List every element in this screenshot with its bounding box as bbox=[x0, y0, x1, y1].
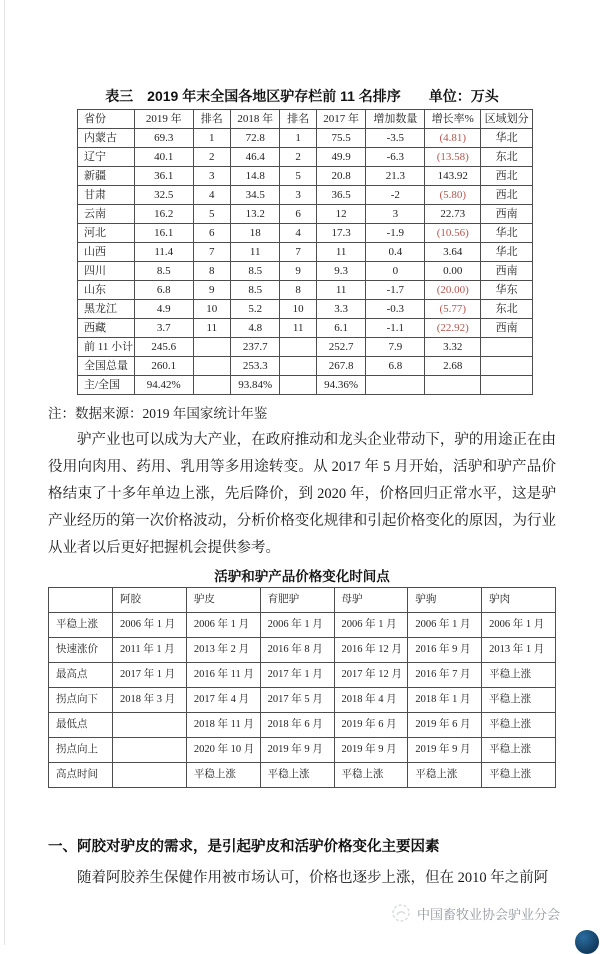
table-cell bbox=[366, 376, 425, 395]
table-cell: -1.1 bbox=[366, 319, 425, 338]
table-cell: 高点时间 bbox=[49, 763, 113, 788]
data-source-note: 注：数据来源：2019 年国家统计年鉴 bbox=[48, 406, 268, 421]
table-row bbox=[78, 129, 533, 148]
column-header: 2018 年 bbox=[230, 110, 280, 129]
table-cell: 黑龙江 bbox=[78, 300, 135, 319]
section-heading: 一、阿胶对驴皮的需求，是引起驴皮和活驴价格变化主要因素 bbox=[48, 839, 440, 855]
table-cell: 40.1 bbox=[134, 148, 193, 167]
table-cell: 平稳上涨 bbox=[482, 663, 556, 688]
table-cell: 10 bbox=[280, 300, 316, 319]
table-cell: 2006 年 1 月 bbox=[334, 613, 408, 638]
table-cell bbox=[481, 338, 533, 357]
table-cell: 18 bbox=[230, 224, 280, 243]
table-cell: 2016 年 8 月 bbox=[260, 638, 334, 663]
table-cell: 新疆 bbox=[78, 167, 135, 186]
table-cell: 17.3 bbox=[316, 224, 366, 243]
table-row bbox=[49, 613, 556, 638]
table-cell: 6.8 bbox=[134, 281, 193, 300]
table-row bbox=[78, 281, 533, 300]
table-cell bbox=[425, 376, 481, 395]
table-cell: 平稳上涨 bbox=[482, 763, 556, 788]
table-cell: 9 bbox=[280, 262, 316, 281]
table-cell: 2019 年 6 月 bbox=[408, 713, 482, 738]
table-cell: 7 bbox=[193, 243, 230, 262]
table-cell: 西北 bbox=[481, 167, 533, 186]
table-cell: 11 bbox=[316, 243, 366, 262]
table-cell bbox=[113, 713, 187, 738]
table-cell: 2011 年 1 月 bbox=[113, 638, 187, 663]
table-cell bbox=[280, 357, 316, 376]
table-cell: 2019 年 9 月 bbox=[334, 738, 408, 763]
table-cell bbox=[193, 376, 230, 395]
table-cell: 西北 bbox=[481, 186, 533, 205]
table-cell: (10.56) bbox=[425, 224, 481, 243]
table-cell: 2006 年 1 月 bbox=[113, 613, 187, 638]
table-cell: 平稳上涨 bbox=[482, 713, 556, 738]
table-cell: 2018 年 6 月 bbox=[260, 713, 334, 738]
table-cell: (4.81) bbox=[425, 129, 481, 148]
table-cell: 8 bbox=[193, 262, 230, 281]
table-cell: 22.73 bbox=[425, 205, 481, 224]
table-cell: 5.2 bbox=[230, 300, 280, 319]
table-row bbox=[78, 319, 533, 338]
table-header-row bbox=[78, 110, 533, 129]
table-cell: 甘肃 bbox=[78, 186, 135, 205]
table-cell: 6 bbox=[280, 205, 316, 224]
table-cell: 2020 年 10 月 bbox=[186, 738, 260, 763]
table-cell: 6.1 bbox=[316, 319, 366, 338]
table-cell: 253.3 bbox=[230, 357, 280, 376]
column-header: 2019 年 bbox=[134, 110, 193, 129]
table-cell: 西南 bbox=[481, 319, 533, 338]
table-cell: 2006 年 1 月 bbox=[186, 613, 260, 638]
table-cell: -3.5 bbox=[366, 129, 425, 148]
table-cell: 最低点 bbox=[49, 713, 113, 738]
table-cell: 8.5 bbox=[134, 262, 193, 281]
table-cell: 6.8 bbox=[366, 357, 425, 376]
floating-action-button[interactable] bbox=[575, 930, 599, 954]
table-row bbox=[49, 663, 556, 688]
table-cell: 2013 年 1 月 bbox=[482, 638, 556, 663]
table-cell: 西南 bbox=[481, 262, 533, 281]
table-row bbox=[78, 224, 533, 243]
table-cell bbox=[280, 338, 316, 357]
table-row bbox=[78, 148, 533, 167]
column-header: 省份 bbox=[78, 110, 135, 129]
table-row bbox=[78, 243, 533, 262]
table-cell: 260.1 bbox=[134, 357, 193, 376]
table-cell: 36.1 bbox=[134, 167, 193, 186]
table-cell: 2017 年 5 月 bbox=[260, 688, 334, 713]
table-cell: 21.3 bbox=[366, 167, 425, 186]
body-paragraph: 驴产业也可以成为大产业，在政府推动和龙头企业带动下，驴的用途正在由役用向肉用、药用、乳用等多用途转变。从 2017 年 5 月开始，活驴和驴产品价格结束了十多年单边上涨，先后降价，到 2020 年，价格回归正常水平，这是驴产业经历的第一次价格波动，分析价格变化规律和引起价格变化的原因，为行业从业者以后更好把握机会提供参考。 bbox=[48, 432, 556, 556]
table-cell: 2017 年 1 月 bbox=[113, 663, 187, 688]
column-header: 母驴 bbox=[334, 588, 408, 613]
page-edge-line bbox=[4, 0, 5, 945]
table-cell: 3.3 bbox=[316, 300, 366, 319]
table-cell: 2006 年 1 月 bbox=[482, 613, 556, 638]
table-cell: 西藏 bbox=[78, 319, 135, 338]
table-cell: 8.5 bbox=[230, 262, 280, 281]
table-row bbox=[49, 688, 556, 713]
table-cell: 2019 年 9 月 bbox=[408, 738, 482, 763]
table-cell: 3.64 bbox=[425, 243, 481, 262]
table-cell: 0.4 bbox=[366, 243, 425, 262]
column-header: 排名 bbox=[193, 110, 230, 129]
table-cell: 辽宁 bbox=[78, 148, 135, 167]
table-cell: -2 bbox=[366, 186, 425, 205]
column-header: 2017 年 bbox=[316, 110, 366, 129]
table-cell: -1.9 bbox=[366, 224, 425, 243]
table-cell: 2018 年 1 月 bbox=[408, 688, 482, 713]
table-cell: 东北 bbox=[481, 148, 533, 167]
table-cell: 华北 bbox=[481, 243, 533, 262]
table-cell: 8.5 bbox=[230, 281, 280, 300]
table-cell: 20.8 bbox=[316, 167, 366, 186]
table-cell bbox=[193, 338, 230, 357]
table-row bbox=[49, 763, 556, 788]
table-cell: 7.9 bbox=[366, 338, 425, 357]
table-cell: 69.3 bbox=[134, 129, 193, 148]
table-cell: 5 bbox=[193, 205, 230, 224]
table-cell: 2 bbox=[193, 148, 230, 167]
table-cell: 平稳上涨 bbox=[49, 613, 113, 638]
price-timeline-table bbox=[48, 587, 556, 788]
table-cell: 2016 年 11 月 bbox=[186, 663, 260, 688]
table-row bbox=[78, 357, 533, 376]
table-cell: 东北 bbox=[481, 300, 533, 319]
table-cell: 0 bbox=[366, 262, 425, 281]
table-cell bbox=[481, 376, 533, 395]
column-header: 驴驹 bbox=[408, 588, 482, 613]
table-cell: 2018 年 3 月 bbox=[113, 688, 187, 713]
table-cell: 拐点向上 bbox=[49, 738, 113, 763]
table-cell: 2016 年 12 月 bbox=[334, 638, 408, 663]
table-cell: 2016 年 7 月 bbox=[408, 663, 482, 688]
footer-watermark bbox=[391, 903, 560, 923]
table-row bbox=[49, 738, 556, 763]
table-cell: 12 bbox=[316, 205, 366, 224]
table-cell: 2 bbox=[280, 148, 316, 167]
table-cell: 华北 bbox=[481, 224, 533, 243]
table-cell: 245.6 bbox=[134, 338, 193, 357]
table-cell: 16.2 bbox=[134, 205, 193, 224]
table-cell: 3 bbox=[280, 186, 316, 205]
table-cell: 平稳上涨 bbox=[186, 763, 260, 788]
table-cell: 0.00 bbox=[425, 262, 481, 281]
table-cell: 14.8 bbox=[230, 167, 280, 186]
table-cell: 2019 年 6 月 bbox=[334, 713, 408, 738]
table-cell: 河北 bbox=[78, 224, 135, 243]
table-cell: 快速涨价 bbox=[49, 638, 113, 663]
table-cell bbox=[113, 738, 187, 763]
column-header bbox=[49, 588, 113, 613]
table-cell: (20.00) bbox=[425, 281, 481, 300]
table-cell: 平稳上涨 bbox=[482, 738, 556, 763]
table-cell: (22.92) bbox=[425, 319, 481, 338]
table-cell: 2016 年 9 月 bbox=[408, 638, 482, 663]
table-cell: 32.5 bbox=[134, 186, 193, 205]
table-cell: 13.2 bbox=[230, 205, 280, 224]
table-cell: 4.9 bbox=[134, 300, 193, 319]
table-cell: 平稳上涨 bbox=[482, 688, 556, 713]
table-cell: 237.7 bbox=[230, 338, 280, 357]
table-cell: 西南 bbox=[481, 205, 533, 224]
table-cell: 10 bbox=[193, 300, 230, 319]
footer-brand: 中国畜牧业协会驴业分会 bbox=[416, 906, 560, 922]
table-cell: 9 bbox=[193, 281, 230, 300]
table-cell: 3 bbox=[366, 205, 425, 224]
table-cell: 7 bbox=[280, 243, 316, 262]
table-cell: 拐点向下 bbox=[49, 688, 113, 713]
table-cell: 16.1 bbox=[134, 224, 193, 243]
table-cell: 49.9 bbox=[316, 148, 366, 167]
table-cell: 46.4 bbox=[230, 148, 280, 167]
table-cell: 山西 bbox=[78, 243, 135, 262]
column-header: 增长率% bbox=[425, 110, 481, 129]
table-row bbox=[78, 167, 533, 186]
table-cell: 4.8 bbox=[230, 319, 280, 338]
table-cell: 34.5 bbox=[230, 186, 280, 205]
table-cell: 2006 年 1 月 bbox=[260, 613, 334, 638]
table-cell bbox=[113, 763, 187, 788]
table1-title: 表三 2019 年末全国各地区驴存栏前 11 名排序 单位：万头 bbox=[105, 88, 499, 104]
column-header: 区域划分 bbox=[481, 110, 533, 129]
table-cell: 四川 bbox=[78, 262, 135, 281]
table-cell bbox=[481, 357, 533, 376]
table-cell: 75.5 bbox=[316, 129, 366, 148]
table-cell: 3.32 bbox=[425, 338, 481, 357]
table-cell: 1 bbox=[193, 129, 230, 148]
table-cell: 华东 bbox=[481, 281, 533, 300]
table-cell: 5 bbox=[280, 167, 316, 186]
table-cell: 8 bbox=[280, 281, 316, 300]
table-cell: 11.4 bbox=[134, 243, 193, 262]
column-header: 排名 bbox=[280, 110, 316, 129]
table-cell: (13.58) bbox=[425, 148, 481, 167]
table-cell: 11 bbox=[193, 319, 230, 338]
table-cell: 143.92 bbox=[425, 167, 481, 186]
table-cell: 72.8 bbox=[230, 129, 280, 148]
column-header: 驴肉 bbox=[482, 588, 556, 613]
column-header: 育肥驴 bbox=[260, 588, 334, 613]
table-cell: 2018 年 4 月 bbox=[334, 688, 408, 713]
table-row bbox=[78, 338, 533, 357]
table-cell: 华北 bbox=[481, 129, 533, 148]
table-cell: (5.80) bbox=[425, 186, 481, 205]
table-cell: 2017 年 1 月 bbox=[260, 663, 334, 688]
column-header: 阿胶 bbox=[113, 588, 187, 613]
table-cell: 全国总量 bbox=[78, 357, 135, 376]
table-row bbox=[49, 638, 556, 663]
column-header: 驴皮 bbox=[186, 588, 260, 613]
inventory-ranking-table bbox=[77, 109, 533, 395]
table-cell: 平稳上涨 bbox=[260, 763, 334, 788]
table-cell: 山东 bbox=[78, 281, 135, 300]
table-row bbox=[78, 262, 533, 281]
table-cell: 6 bbox=[193, 224, 230, 243]
table-cell: 2013 年 2 月 bbox=[186, 638, 260, 663]
table-cell: 11 bbox=[230, 243, 280, 262]
table-cell bbox=[280, 376, 316, 395]
table-row bbox=[78, 186, 533, 205]
table-cell: 2.68 bbox=[425, 357, 481, 376]
table-cell: 平稳上涨 bbox=[408, 763, 482, 788]
table-cell: 267.8 bbox=[316, 357, 366, 376]
table-cell bbox=[193, 357, 230, 376]
table-cell: 2017 年 12 月 bbox=[334, 663, 408, 688]
table-cell: 3 bbox=[193, 167, 230, 186]
table-cell: (5.77) bbox=[425, 300, 481, 319]
table-cell: 93.84% bbox=[230, 376, 280, 395]
column-header: 增加数量 bbox=[366, 110, 425, 129]
association-logo-icon bbox=[391, 903, 411, 923]
table-cell: 内蒙古 bbox=[78, 129, 135, 148]
table-cell: 2006 年 1 月 bbox=[408, 613, 482, 638]
table-cell: 4 bbox=[280, 224, 316, 243]
table-cell: 3.7 bbox=[134, 319, 193, 338]
table-cell: 94.42% bbox=[134, 376, 193, 395]
table2-title: 活驴和驴产品价格变化时间点 bbox=[214, 569, 390, 584]
table-cell: 9.3 bbox=[316, 262, 366, 281]
table-cell: 252.7 bbox=[316, 338, 366, 357]
table-cell: 2017 年 4 月 bbox=[186, 688, 260, 713]
table-cell: 主/全国 bbox=[78, 376, 135, 395]
table-cell: 11 bbox=[316, 281, 366, 300]
table-row bbox=[78, 376, 533, 395]
table-cell: 36.5 bbox=[316, 186, 366, 205]
table-row bbox=[78, 300, 533, 319]
table-cell: 最高点 bbox=[49, 663, 113, 688]
table-cell: 2019 年 9 月 bbox=[260, 738, 334, 763]
table-cell: 1 bbox=[280, 129, 316, 148]
section-paragraph: 随着阿胶养生保健作用被市场认可，价格也逐步上涨，但在 2010 年之前阿 bbox=[77, 870, 549, 886]
table-cell: -0.3 bbox=[366, 300, 425, 319]
table-cell: -6.3 bbox=[366, 148, 425, 167]
table-row bbox=[49, 713, 556, 738]
table-cell: 平稳上涨 bbox=[334, 763, 408, 788]
table-row bbox=[78, 205, 533, 224]
table-cell: 2018 年 11 月 bbox=[186, 713, 260, 738]
table-cell: 云南 bbox=[78, 205, 135, 224]
table-header-row bbox=[49, 588, 556, 613]
table-cell: 前 11 小计 bbox=[78, 338, 135, 357]
table-cell: 94.36% bbox=[316, 376, 366, 395]
table-cell: 11 bbox=[280, 319, 316, 338]
table-cell: 4 bbox=[193, 186, 230, 205]
table-cell: -1.7 bbox=[366, 281, 425, 300]
